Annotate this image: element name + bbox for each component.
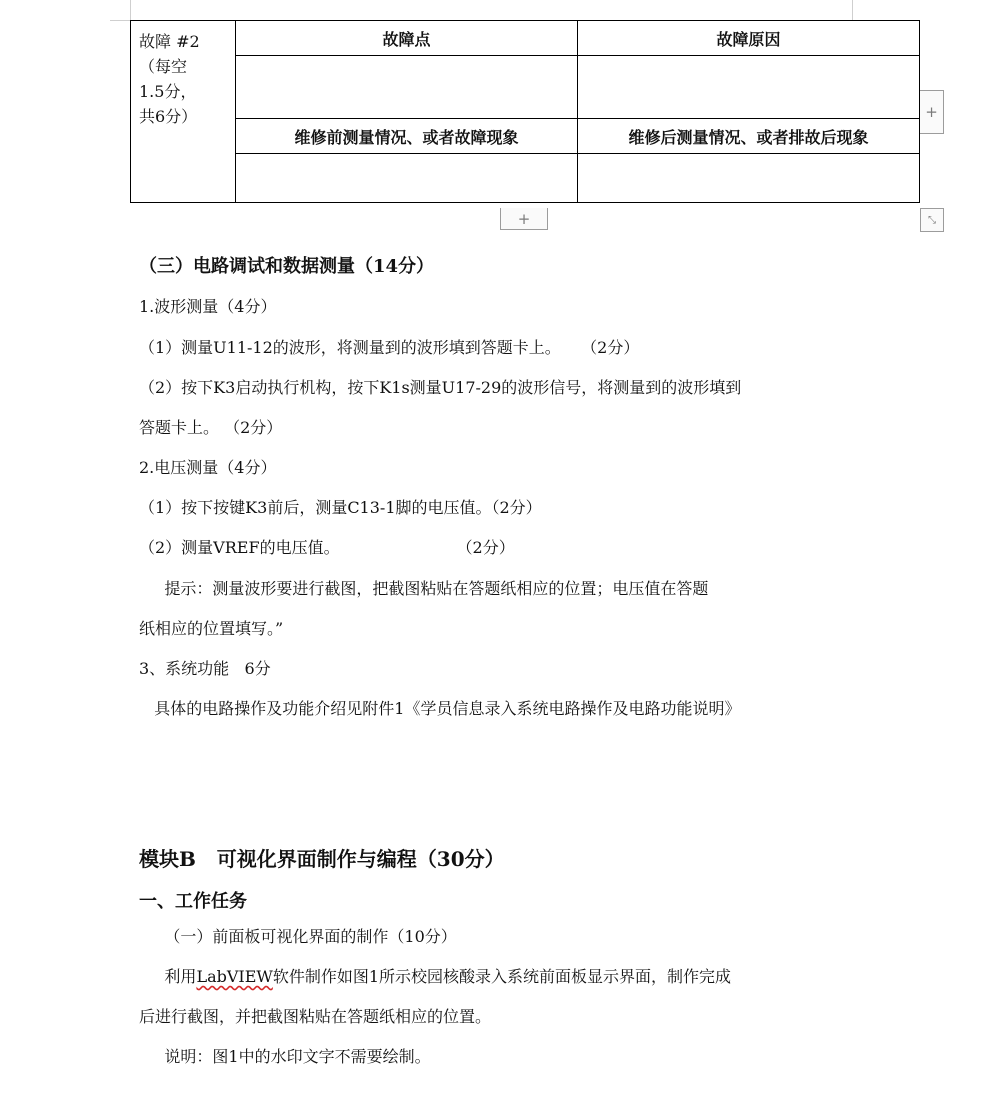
header-after-repair[interactable]: 维修后测量情况、或者排故后现象 — [578, 119, 920, 154]
item1-sub2-cont: 答题卡上。 （2分） — [139, 418, 283, 437]
moduleB-para1 — [139, 967, 731, 987]
fault-point-cell[interactable] — [236, 56, 578, 119]
item1-sub2: （2）按下K3启动执行机构，按下K1s测量U17-29的波形信号，将测量到的波形填到 — [139, 378, 742, 397]
moduleB-sub1: （一）前面板可视化界面的制作（10分） — [139, 927, 457, 946]
task-heading: 一、工作任务 — [139, 891, 247, 912]
add-column-button[interactable] — [500, 208, 548, 230]
resize-icon: ⤡ — [928, 214, 936, 226]
plus-icon: + — [517, 209, 531, 228]
margin-corner-mark — [852, 0, 853, 20]
item1-heading: 1.波形测量（4分） — [139, 297, 277, 316]
moduleB-title: 模块B 可视化界面制作与编程（30分） — [139, 847, 505, 871]
item3-heading: 3、系统功能 6分 — [139, 659, 271, 678]
add-row-button[interactable] — [920, 90, 944, 134]
para1-rest: 软件制作如图1所示校园核酸录入系统前面板显示界面，制作完成 — [272, 967, 732, 986]
header-fault-point[interactable]: 故障点 — [236, 21, 578, 56]
header-fault-cause[interactable]: 故障原因 — [578, 21, 920, 56]
item2-sub1: （1）按下按键K3前后，测量C13-1脚的电压值。（2分） — [139, 498, 542, 517]
para1-prefix: 利用 — [139, 967, 197, 986]
tip-line2: 纸相应的位置填写。” — [139, 619, 284, 638]
moduleB-note: 说明：图1中的水印文字不需要绘制。 — [139, 1047, 431, 1066]
spellcheck-word[interactable]: LabVIEW — [196, 967, 273, 986]
header-before-repair[interactable]: 维修前测量情况、或者故障现象 — [236, 119, 578, 154]
item3-description: 具体的电路操作及功能介绍见附件1《学员信息录入系统电路操作及电路功能说明》 — [139, 699, 741, 718]
margin-corner-mark — [130, 0, 131, 20]
margin-corner-mark — [110, 20, 130, 21]
item2-sub2: （2）测量VREF的电压值。 （2分） — [139, 538, 515, 557]
tip-line1: 提示：测量波形要进行截图，把截图粘贴在答题纸相应的位置；电压值在答题 — [139, 579, 709, 598]
table-resize-handle[interactable] — [920, 208, 944, 232]
fault-label-cell[interactable] — [131, 21, 236, 203]
plus-icon: + — [925, 103, 938, 121]
item1-sub1: （1）测量U11-12的波形，将测量到的波形填到答题卡上。 （2分） — [139, 338, 640, 357]
before-repair-cell[interactable] — [236, 154, 578, 203]
section3-title: （三）电路调试和数据测量（14分） — [139, 256, 435, 277]
fault-label: 故障 #2 （每空 1.5分， 共6分） — [139, 32, 200, 126]
moduleB-para1-cont: 后进行截图，并把截图粘贴在答题纸相应的位置。 — [139, 1007, 492, 1026]
fault-table — [130, 20, 920, 203]
item2-heading: 2.电压测量（4分） — [139, 458, 277, 477]
after-repair-cell[interactable] — [578, 154, 920, 203]
fault-cause-cell[interactable] — [578, 56, 920, 119]
